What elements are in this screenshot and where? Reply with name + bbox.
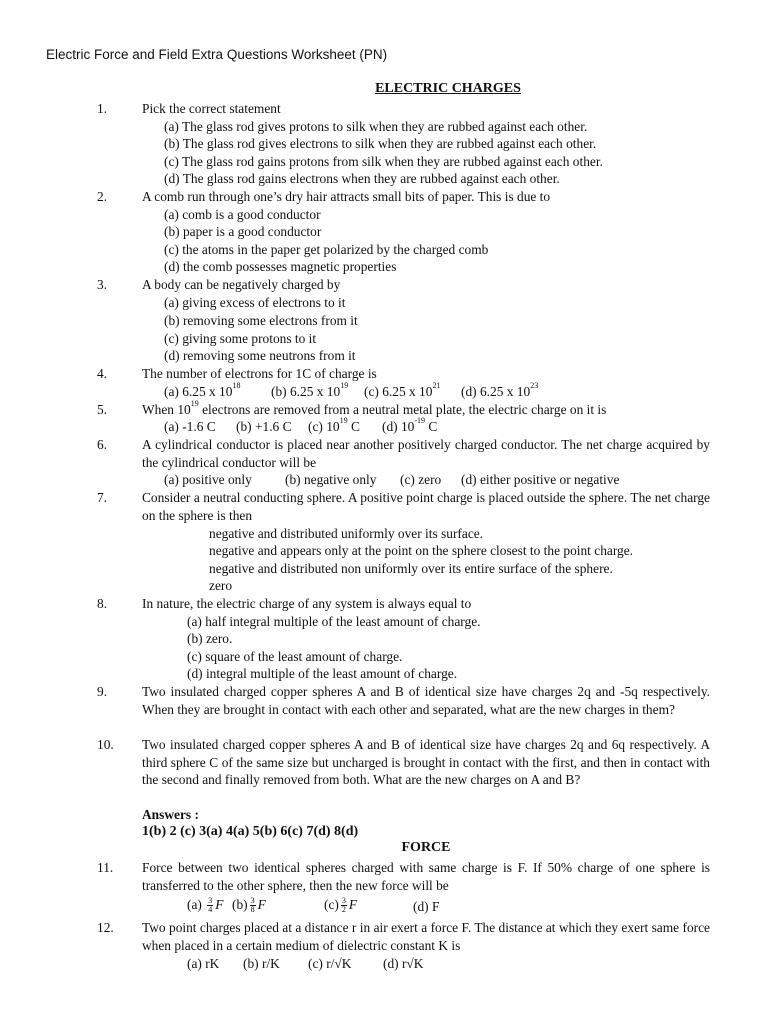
- option-a: (a) $\frac{3}{4}$ F: [187, 896, 224, 915]
- option-d: (d) 6.25 x $10^{23}$: [461, 381, 539, 399]
- option-b: (b) removing some electrons from it: [164, 313, 358, 328]
- answers-list: 1(b) 2 (c) 3(a) 4(a) 5(b) 6(c) 7(d) 8(d): [142, 824, 359, 839]
- option-c: (c) $10^{19}$ C: [308, 416, 360, 434]
- option-d: (d) F: [413, 899, 440, 914]
- question-text: A body can be negatively charged by: [142, 277, 341, 292]
- question-number: 9.: [97, 684, 108, 699]
- option-b: (b) 6.25 x $10^{19}$: [271, 381, 349, 399]
- option-b: (b) $\frac{3}{8}$ F: [232, 896, 266, 915]
- section-title-electric-charges: ELECTRIC CHARGES: [375, 81, 521, 96]
- option-a: (a) The glass rod gives protons to silk when they are rubbed against each other.: [164, 119, 588, 134]
- option-b: (b) zero.: [187, 631, 233, 646]
- option-a: (a) 6.25 x $10^{18}$: [164, 381, 241, 399]
- question-number: 7.: [97, 490, 108, 505]
- option-d: (d) removing some neutrons from it: [164, 348, 356, 363]
- option-c: (c) square of the least amount of charge.: [187, 649, 403, 664]
- question-text: Force between two identical spheres charged with same charge is F. If 50% charge of one sphere is transferred to the other sphere, then the new force will be: [142, 860, 710, 893]
- section-title-force: FORCE: [401, 840, 451, 855]
- option-d: zero: [209, 578, 233, 593]
- option-d: (d) either positive or negative: [461, 472, 620, 487]
- question-number: 3.: [97, 277, 108, 292]
- option-a: (a) positive only: [164, 472, 252, 487]
- question-number: 12.: [97, 920, 114, 935]
- question-number: 1.: [97, 101, 108, 116]
- question-text: In nature, the electric charge of any system is always equal to: [142, 596, 472, 611]
- option-a: (a) half integral multiple of the least amount of charge.: [187, 614, 481, 629]
- question-text: A cylindrical conductor is placed near another positively charged conductor. The net charge acquired by the cylindrical conductor will be: [142, 437, 710, 470]
- option-c: (c) the atoms in the paper get polarized by the charged comb: [164, 242, 489, 257]
- option-d: (d) $10^{-19}$ C: [382, 416, 438, 434]
- page-header: Electric Force and Field Extra Questions Worksheet (PN): [46, 47, 388, 62]
- option-b: (b) paper is a good conductor: [164, 224, 322, 239]
- option-d: (d) the comb possesses magnetic properties: [164, 259, 397, 274]
- question-text: When $10^{19}$ electrons are removed from a neutral metal plate, the electric charge on it is: [142, 399, 607, 417]
- option-a: (a) rK: [187, 956, 220, 971]
- answers-label: Answers :: [142, 807, 199, 822]
- option-b: (b) r/K: [243, 956, 280, 971]
- question-number: 11.: [97, 860, 114, 875]
- option-c: (c) zero: [400, 472, 442, 487]
- option-c: (c) $\frac{3}{2}$ F: [324, 896, 358, 915]
- option-c: negative and distributed non uniformly over its entire surface of the sphere.: [209, 561, 613, 576]
- option-c: (c) r/√K: [308, 956, 352, 971]
- option-a: negative and distributed uniformly over its surface.: [209, 526, 484, 541]
- question-number: 8.: [97, 596, 108, 611]
- option-c: (c) giving some protons to it: [164, 331, 317, 346]
- question-number: 6.: [97, 437, 108, 452]
- question-number: 2.: [97, 189, 108, 204]
- question-text: A comb run through one’s dry hair attracts small bits of paper. This is due to: [142, 189, 551, 204]
- option-b: (b) The glass rod gives electrons to silk when they are rubbed against each other.: [164, 136, 597, 151]
- option-d: (d) r√K: [383, 956, 424, 971]
- question-text: Two point charges placed at a distance r in air exert a force F. The distance at which they exert same force when placed in a certain medium of dielectric constant K is: [142, 920, 710, 953]
- option-a: (a) comb is a good conductor: [164, 207, 321, 222]
- option-c: (c) The glass rod gains protons from silk when they are rubbed against each other.: [164, 154, 603, 169]
- option-a: (a) giving excess of electrons to it: [164, 295, 346, 310]
- option-a: (a) -1.6 C: [164, 419, 216, 434]
- option-d: (d) The glass rod gains electrons when they are rubbed against each other.: [164, 171, 560, 186]
- option-b: (b) negative only: [285, 472, 377, 487]
- option-b: (b) +1.6 C: [236, 419, 292, 434]
- question-text: Consider a neutral conducting sphere. A positive point charge is placed outside the sphere. The net charge on the sphere is then: [142, 490, 710, 523]
- option-c: (c) 6.25 x $10^{21}$: [364, 381, 441, 399]
- question-number: 10.: [97, 737, 114, 752]
- question-text: Pick the correct statement: [142, 101, 281, 116]
- question-text: Two insulated charged copper spheres A and B of identical size have charges 2q and 6q respectively. A third sphere C of the same size but uncharged is brought in contact with the first, and then in contact with the second and finally removed from both. What are the new charges on A and B?: [142, 737, 710, 787]
- question-text: Two insulated charged copper spheres A and B of identical size have charges 2q and -5q respectively. When they are brought in contact with each other and separated, what are the new charges in them?: [142, 684, 710, 717]
- question-number: 4.: [97, 366, 108, 381]
- option-b: negative and appears only at the point on the sphere closest to the point charge.: [209, 543, 634, 558]
- question-number: 5.: [97, 402, 108, 417]
- question-text: The number of electrons for 1C of charge is: [142, 366, 377, 381]
- option-d: (d) integral multiple of the least amount of charge.: [187, 666, 458, 681]
